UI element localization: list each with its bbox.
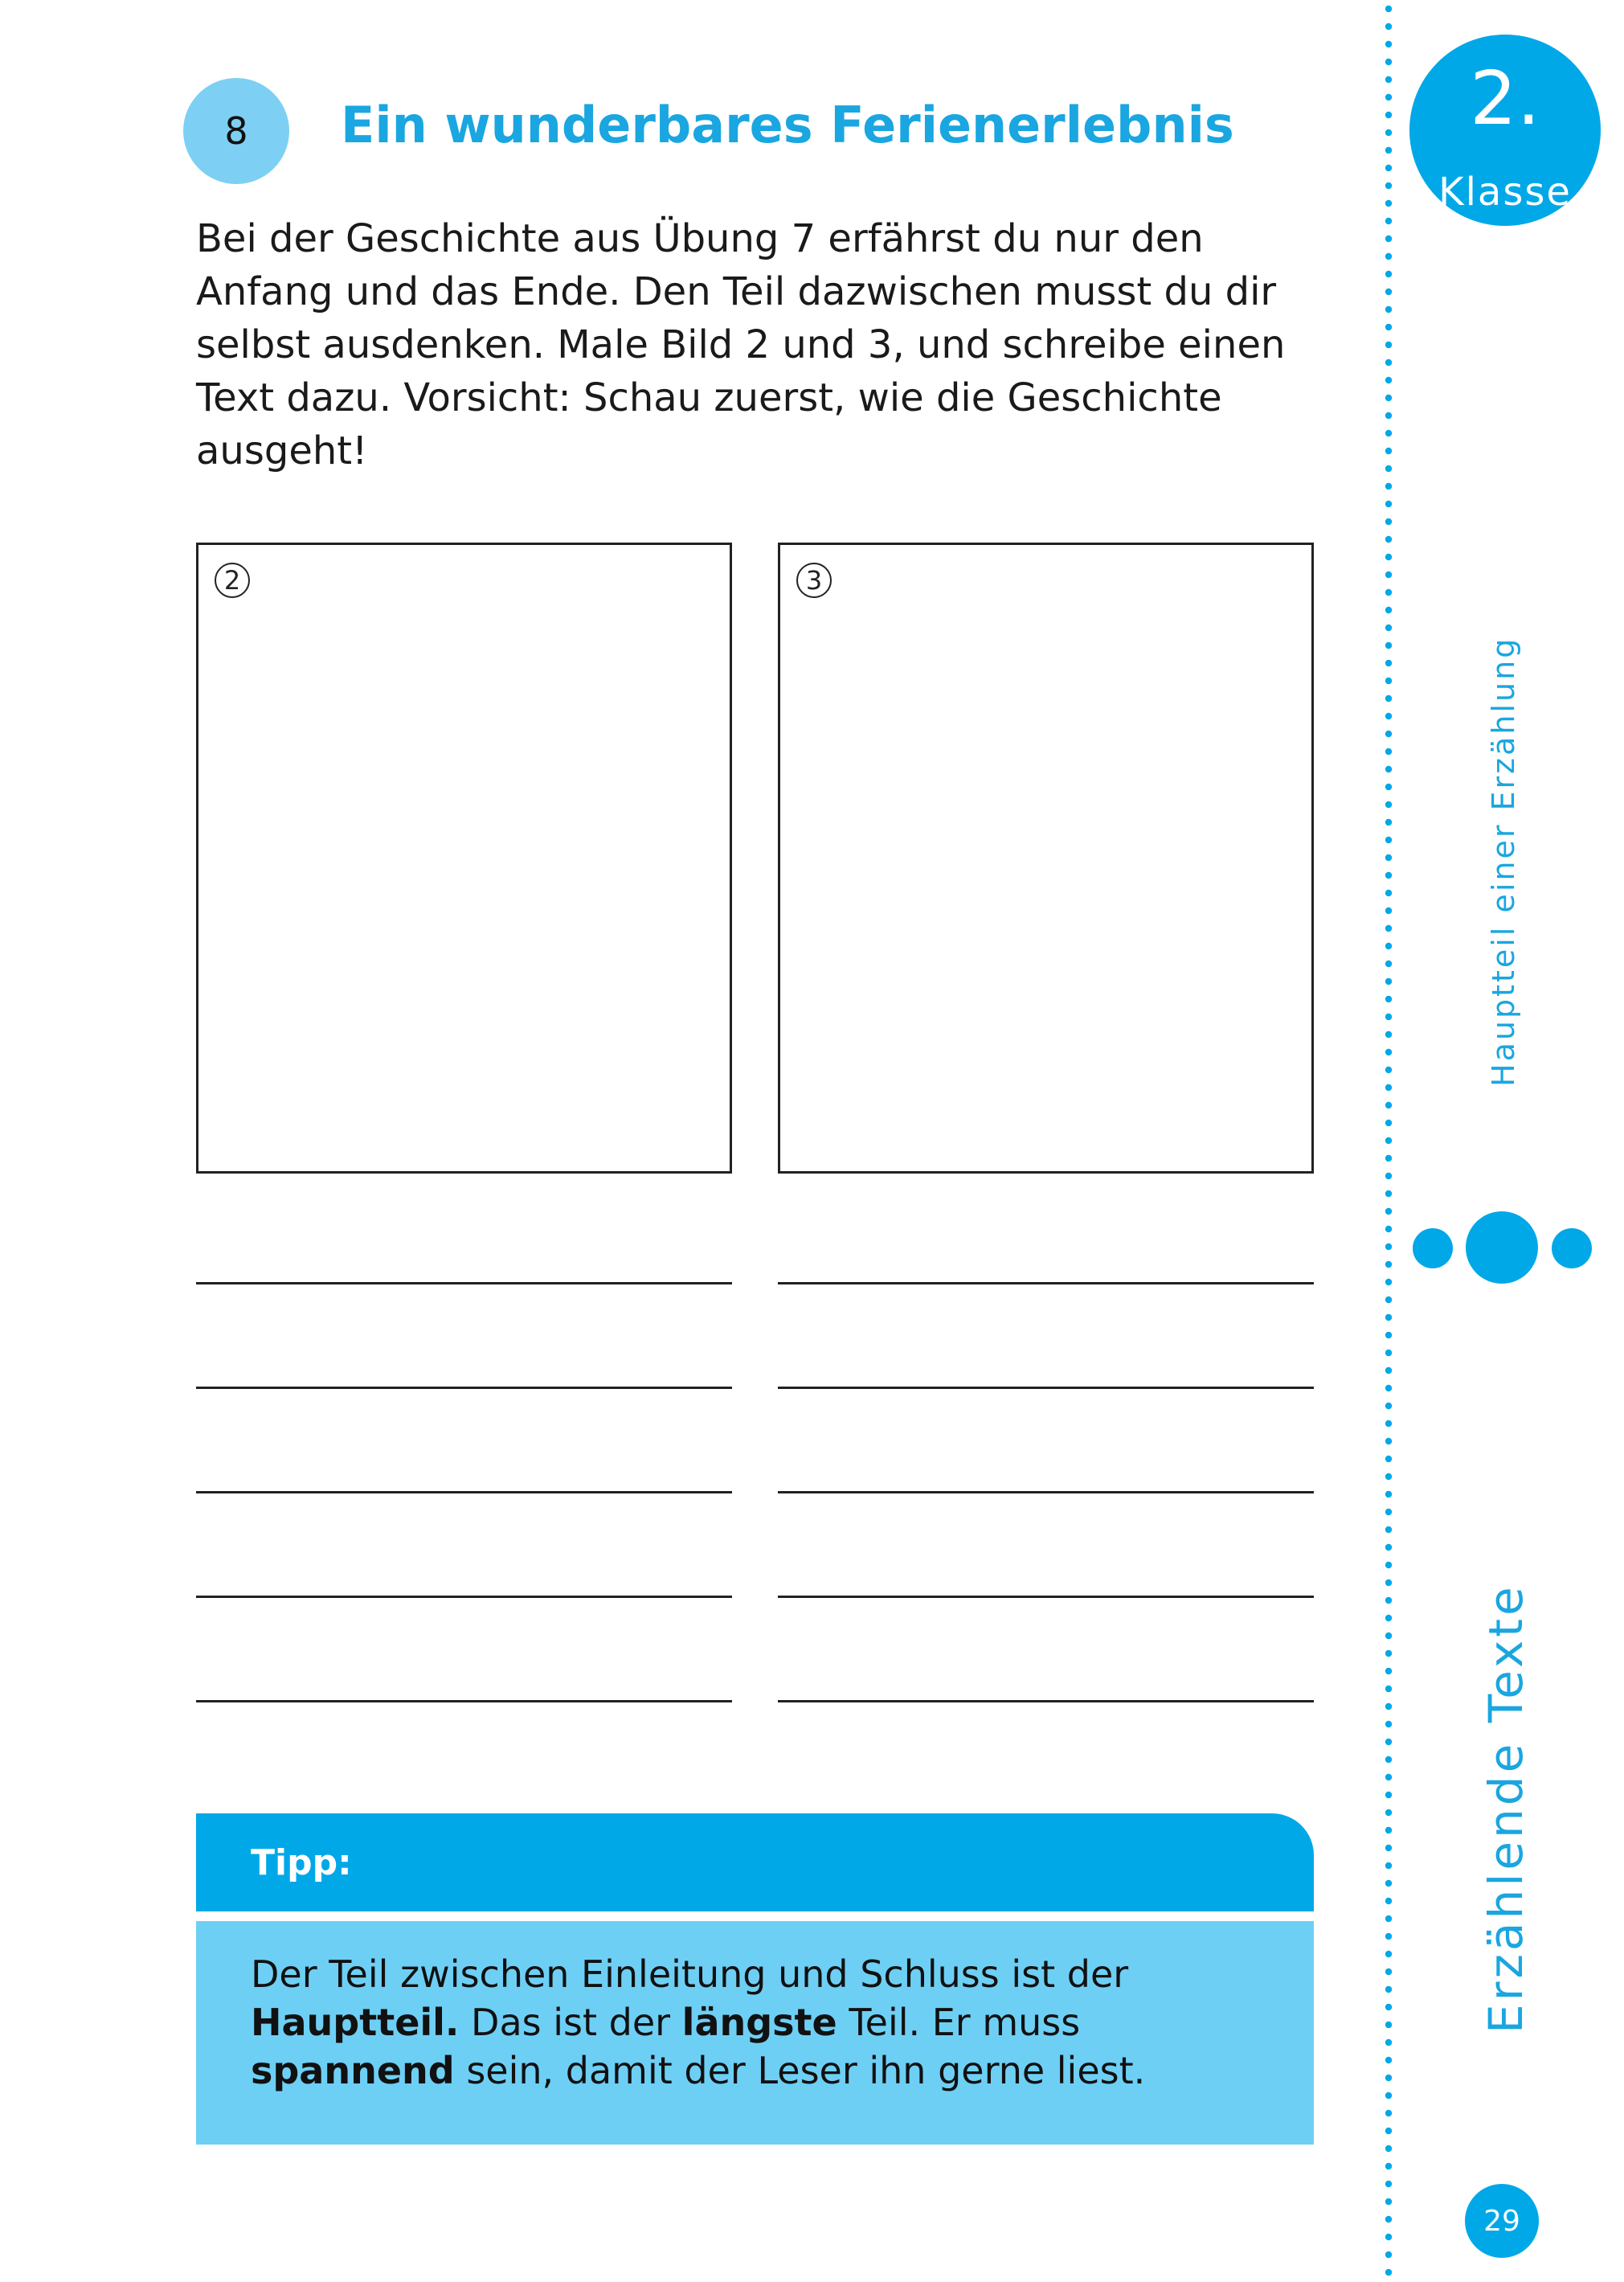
writing-line[interactable] xyxy=(196,1491,732,1493)
writing-line[interactable] xyxy=(196,1282,732,1284)
writing-line[interactable] xyxy=(196,1596,732,1598)
decorative-dot xyxy=(1466,1211,1538,1284)
exercise-instructions: Bei der Geschichte aus Übung 7 erfährst du nur den Anfang und das Ende. Den Teil dazwischen musst du dir selbst ausdenken. Male Bild 2 und 3, und schreibe einen Text dazu. Vorsicht: Schau zuerst, wie die Geschichte ausgeht! xyxy=(196,216,1286,473)
writing-line[interactable] xyxy=(778,1491,1314,1493)
writing-line[interactable] xyxy=(196,1700,732,1702)
writing-line[interactable] xyxy=(778,1596,1314,1598)
tip-text: sein, damit der Leser ihn gerne liest. xyxy=(454,2049,1146,2092)
tip-text: Teil. Er muss xyxy=(837,2001,1081,2044)
section-title: Erzählende Texte xyxy=(1479,1583,1533,2034)
page-number: 29 xyxy=(1483,2204,1520,2238)
tip-label: Tipp: xyxy=(251,1842,352,1883)
tip-bold-term: spannend xyxy=(251,2049,455,2092)
drawing-box-2[interactable] xyxy=(196,543,732,1174)
dotted-divider xyxy=(1385,0,1393,2282)
writing-line[interactable] xyxy=(778,1387,1314,1389)
writing-line[interactable] xyxy=(778,1700,1314,1702)
drawing-box-3[interactable] xyxy=(778,543,1314,1174)
decorative-dot xyxy=(1413,1228,1453,1268)
section-subtitle: Hauptteil einer Erzählung xyxy=(1486,636,1521,1087)
writing-line[interactable] xyxy=(778,1282,1314,1284)
tip-header xyxy=(196,1813,1314,1911)
grade-badge xyxy=(1409,35,1601,226)
tip-body xyxy=(196,1921,1314,2145)
tip-bold-term: Hauptteil. xyxy=(251,2001,460,2044)
tip-text: Das ist der xyxy=(459,2001,682,2044)
decorative-dot xyxy=(1552,1228,1592,1268)
box-number-badge: 3 xyxy=(796,563,832,598)
exercise-number-badge xyxy=(183,78,289,184)
tip-bold-term: längste xyxy=(681,2001,837,2044)
page-number-badge xyxy=(1465,2184,1539,2258)
grade-label: Klasse xyxy=(1438,170,1572,215)
tip-text: Der Teil zwischen Einleitung und Schluss ist der xyxy=(251,1952,1129,1996)
writing-line[interactable] xyxy=(196,1387,732,1389)
exercise-title: Ein wunderbares Ferienerlebnis xyxy=(341,96,1234,154)
grade-number: 2. xyxy=(1470,55,1540,141)
box-number-badge: 2 xyxy=(215,563,250,598)
exercise-number: 8 xyxy=(224,109,248,153)
